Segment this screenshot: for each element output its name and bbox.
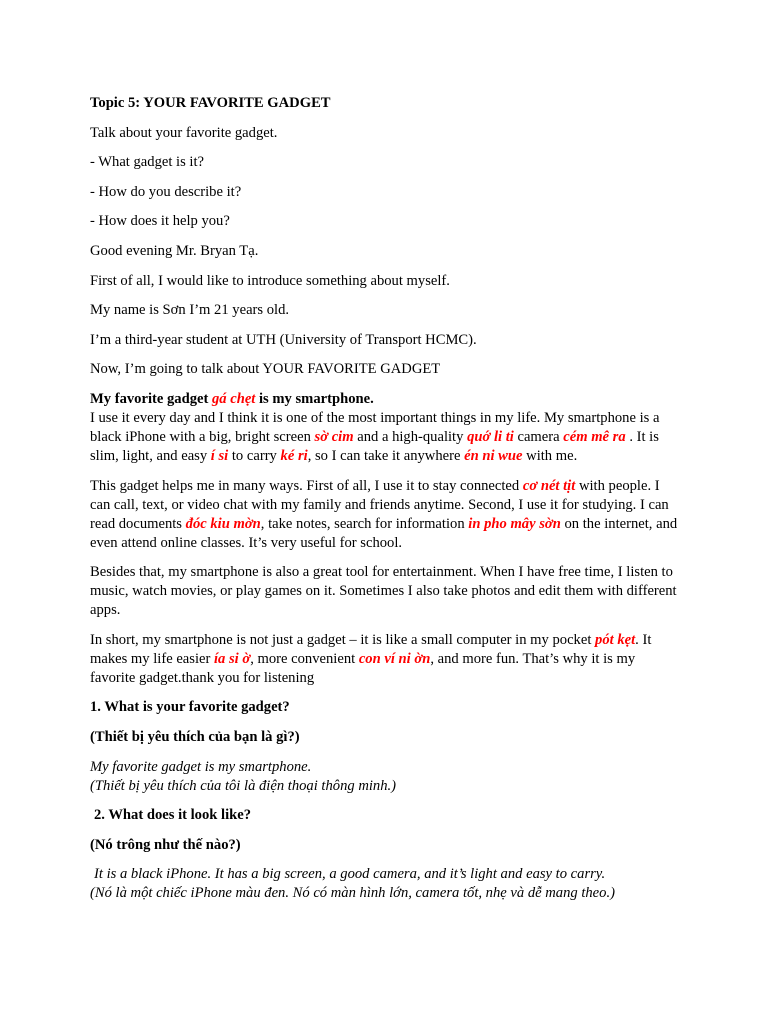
body-text: with people. I can call, text, or video chat with my family and friends anytime. Second, I use it for studying. I can read documents — [90, 477, 669, 532]
body-text: on the internet, and even attend online classes. It’s very useful for school. — [90, 515, 678, 551]
document-title: Topic 5: YOUR FAVORITE GADGET — [90, 95, 331, 111]
topic-announce-line: Now, I’m going to talk about YOUR FAVORITE GADGET — [90, 361, 441, 378]
body-text: I use it every day and I think it is one of the most important things in my life. My smartphone is a black iPhone with a big, bright screen — [90, 409, 660, 445]
topic-question-1: - What gadget is it? — [90, 154, 205, 171]
body-text: , and more fun. That’s why it is my favorite gadget.thank you for listening — [90, 650, 636, 686]
question-1: 1. What is your favorite gadget? — [90, 699, 290, 716]
pronunciation-note: gá chẹt — [211, 390, 256, 407]
body-text: camera — [513, 428, 564, 445]
body-text: This gadget helps me in many ways. First of all, I use it to stay connected — [90, 477, 523, 494]
name-line: My name is Sơn I’m 21 years old. — [90, 302, 290, 319]
pronunciation-note: con ví ni ờn — [358, 650, 431, 667]
answer-2: It is a black iPhone. It has a big screen, a good camera, and it’s light and easy to carry. — [94, 866, 606, 883]
pronunciation-note: ía si ờ — [214, 650, 251, 667]
heading-text: is my smartphone. — [255, 390, 374, 407]
heading-text: My favorite gadget — [90, 390, 212, 407]
question-1-translation: (Thiết bị yêu thích của bạn là gì?) — [90, 728, 300, 745]
pronunciation-note: cơ nét tịt — [522, 477, 576, 494]
body-text: In short, my smartphone is not just a gadget – it is like a small computer in my pocket — [90, 631, 596, 648]
answer-1-translation: (Thiết bị yêu thích của tôi là điện thoại thông minh.) — [90, 777, 397, 794]
topic-prompt: Talk about your favorite gadget. — [90, 124, 278, 141]
answer-2-translation: (Nó là một chiếc iPhone màu đen. Nó có màn hình lớn, camera tốt, nhẹ và dễ mang theo.) — [90, 885, 615, 902]
paragraph-description — [90, 409, 682, 466]
body-text: , so I can take it anywhere — [307, 447, 465, 464]
paragraph-entertainment: Besides that, my smartphone is also a great tool for entertainment. When I have free time, I listen to music, watch movies, or play games on it. Sometimes I also take photos and edit them with different apps. — [90, 564, 677, 619]
question-2-translation: (Nó trông như thế nào?) — [90, 836, 241, 853]
body-text: to carry — [228, 447, 281, 464]
paragraph-conclusion — [90, 631, 682, 688]
body-text: , more convenient — [250, 650, 359, 667]
body-text: . It is slim, light, and easy — [90, 428, 659, 464]
pronunciation-note: in pho mây sờn — [468, 515, 561, 532]
question-2: 2. What does it look like? — [94, 807, 252, 824]
student-line: I’m a third-year student at UTH (University of Transport HCMC). — [90, 331, 477, 348]
topic-question-2: - How do you describe it? — [90, 183, 242, 200]
pronunciation-note: sờ cim — [314, 428, 354, 445]
body-text: , take notes, search for information — [260, 515, 469, 532]
pronunciation-note: quớ li ti — [467, 428, 514, 445]
paragraph-uses — [90, 477, 682, 553]
answer-1: My favorite gadget is my smartphone. — [90, 758, 312, 775]
body-text: and a high-quality — [353, 428, 468, 445]
pronunciation-note: đóc kiu mờn — [185, 515, 261, 532]
document-page — [90, 94, 682, 903]
pronunciation-note: pót kẹt — [595, 631, 636, 648]
pronunciation-note: í si — [210, 447, 229, 464]
pronunciation-note: én ni wue — [464, 447, 523, 464]
pronunciation-note: cém mê ra — [563, 428, 626, 445]
greeting-line: Good evening Mr. Bryan Tạ. — [90, 242, 259, 259]
body-text: . It makes my life easier — [90, 631, 652, 667]
intro-line: First of all, I would like to introduce something about myself. — [90, 272, 450, 289]
topic-question-3: - How does it help you? — [90, 213, 230, 230]
pronunciation-note: ké ri — [280, 447, 308, 464]
paragraph-heading — [90, 390, 682, 409]
body-text: with me. — [522, 447, 578, 464]
